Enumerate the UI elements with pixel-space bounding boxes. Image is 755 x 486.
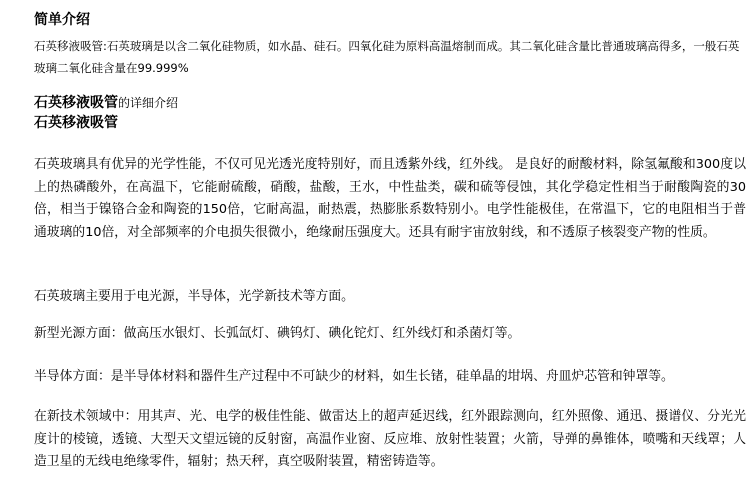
paragraph-light-source: 新型光源方面：做高压水银灯、长弧氙灯、碘钨灯、碘化铊灯、红外线灯和杀菌灯等。 (34, 326, 521, 341)
intro-heading: 简单介绍 (34, 12, 90, 28)
paragraph-new-technology: 在新技术领域中：用其声、光、电学的极佳性能、做雷达上的超声延迟线，红外跟踪测向，红外照像、通迅、摄谱仪、分光光度计的棱镜，透镜、大型天文望远镜的反射窗，高温作业窗、反应堆、放射性装置；火箭，导弹的鼻锥体，喷嘴和天线罩；人造卫星的无线电绝缘零件，辐射；热天秤，真空吸附装置，精密铸造等。 (34, 409, 746, 469)
detail-heading-line (34, 94, 178, 112)
detail-suffix: 的详细介绍 (118, 96, 179, 110)
detail-title: 石英移液吸管 (34, 115, 118, 131)
paragraph-properties: 石英玻璃具有优异的光学性能，不仅可见光透光度特别好，而且透紫外线，红外线。 是良好的耐酸材料，除氢氟酸和300度以上的热磷酸外，在高温下，它能耐硫酸，硝酸，盐酸，王水，中性盐类，碳和硫等侵蚀，其化学稳定性相当于耐酸陶瓷的30倍，相当于镍铬合金和陶瓷的150倍，它耐高温，耐热震，热膨胀系数特别小。电学性能极佳，在常温下，它的电阻相当于普通玻璃的10倍，对全部频率的介电损失很微小，绝缘耐压强度大。还具有耐宇宙放射线，和不透原子核裂变产物的性质。 (34, 157, 746, 240)
paragraph-semiconductor: 半导体方面：是半导体材料和器件生产过程中不可缺少的材料，如生长锗，硅单晶的坩埚、舟皿炉芯管和钟罩等。 (34, 369, 674, 384)
paragraph-uses: 石英玻璃主要用于电光源，半导体，光学新技术等方面。 (34, 289, 354, 304)
intro-text: 石英移液吸管:石英玻璃是以含二氧化硅物质，如水晶、硅石。四氧化硅为原料高温熔制而成。其二氧化硅含量比普通玻璃高得多，一般石英玻璃二氧化硅含量在99.999% (34, 39, 740, 75)
detail-product-name: 石英移液吸管 (34, 95, 118, 111)
